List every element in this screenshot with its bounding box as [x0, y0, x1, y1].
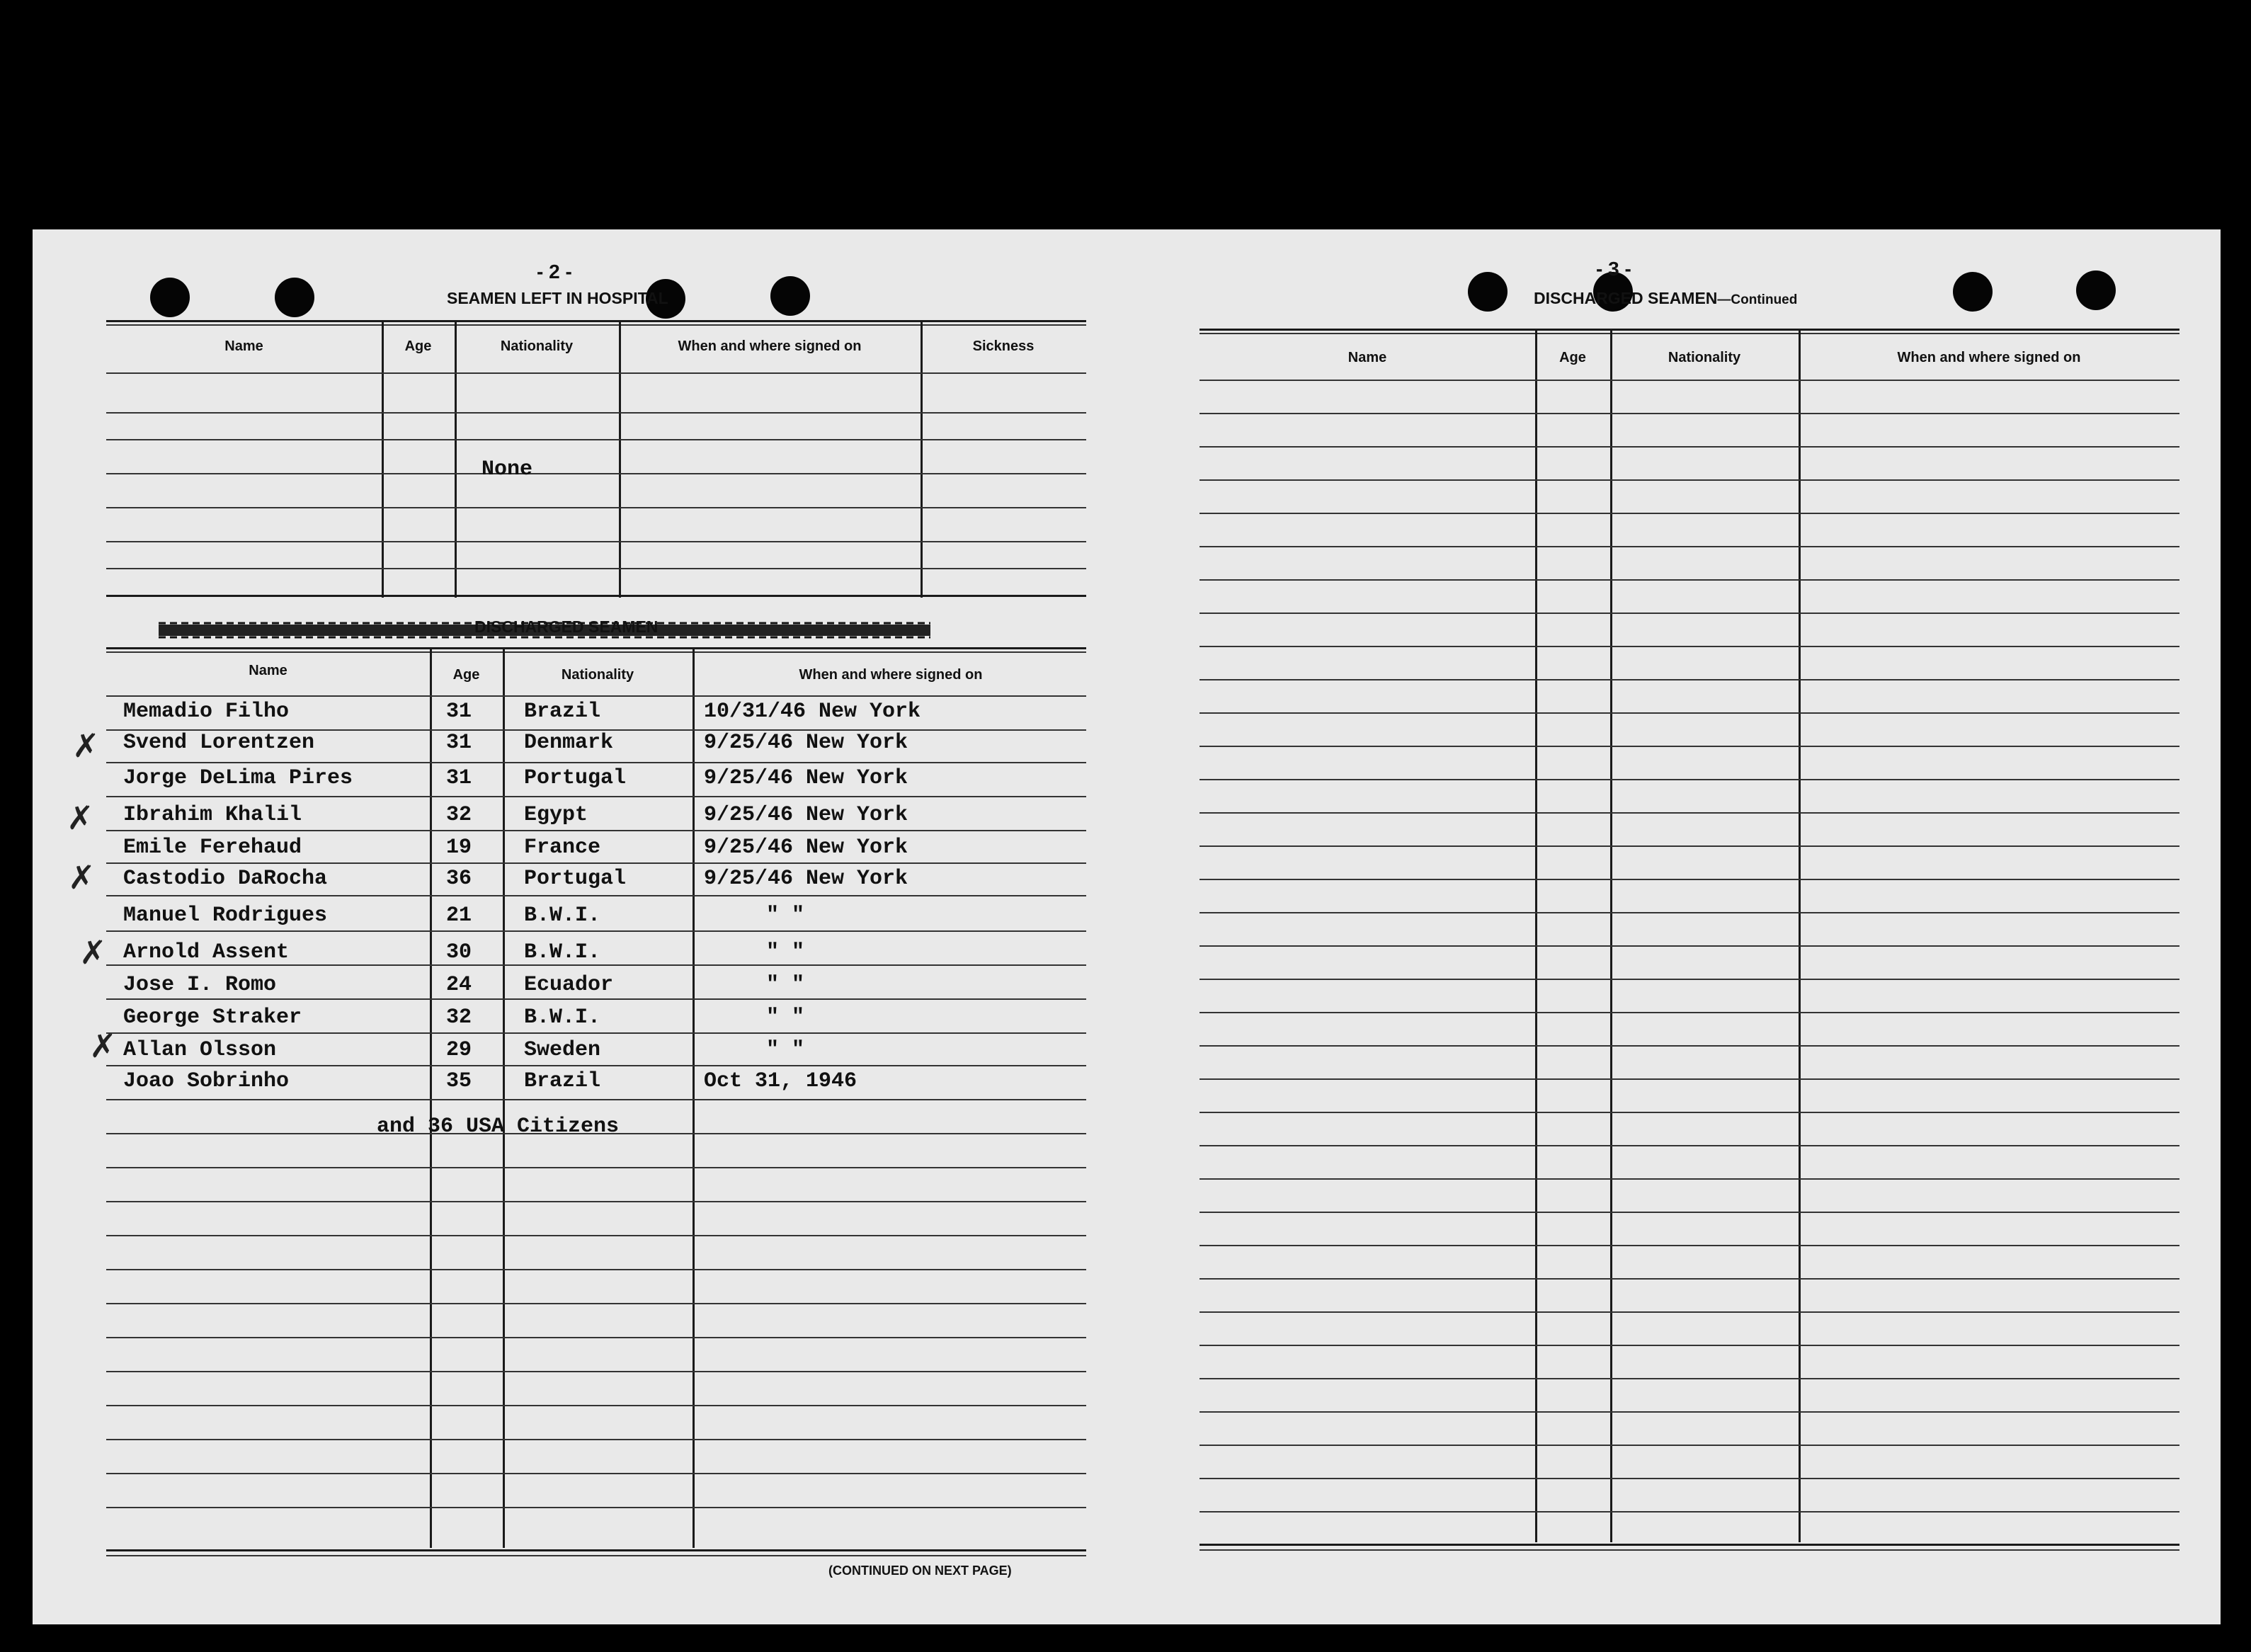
right-col-nationality: Nationality	[1668, 350, 1741, 365]
table-rule	[106, 930, 1086, 932]
table-rule	[106, 1555, 1086, 1556]
table-rule	[106, 647, 1086, 649]
table-rule	[106, 412, 1086, 414]
table-rule	[106, 1473, 1086, 1474]
table-rule	[106, 1303, 1086, 1304]
seaman-name: George Straker	[123, 1006, 302, 1030]
hospital-col-sickness: Sickness	[972, 338, 1035, 354]
table-rule	[1199, 779, 2179, 780]
table-rule	[1199, 333, 2179, 334]
seaman-age: 35	[446, 1069, 472, 1093]
punch-hole	[275, 278, 314, 317]
table-rule	[1199, 1378, 2179, 1379]
table-rule	[106, 320, 1086, 322]
seaman-name: Jorge DeLima Pires	[123, 766, 353, 790]
table-rule	[106, 568, 1086, 569]
table-rule	[1199, 712, 2179, 714]
table-rule	[106, 895, 1086, 896]
seaman-age: 32	[446, 1006, 472, 1030]
seaman-nationality: Egypt	[524, 803, 588, 827]
table-rule	[1199, 380, 2179, 381]
punch-hole	[1468, 272, 1508, 312]
table-rule	[106, 1549, 1086, 1551]
seaman-nationality: B.W.I.	[524, 940, 601, 964]
hospital-section-title: SEAMEN LEFT IN HOSPITAL	[447, 289, 668, 307]
table-col-rule	[430, 649, 432, 1548]
table-rule	[1199, 979, 2179, 980]
table-rule	[106, 1405, 1086, 1406]
seaman-age: 32	[446, 803, 472, 827]
seaman-name: Emile Ferehaud	[123, 836, 302, 860]
seaman-signed-on: " "	[766, 940, 805, 964]
seaman-nationality: Portugal	[524, 867, 627, 891]
seaman-signed-on: " "	[766, 1006, 805, 1030]
seaman-signed-on: Oct 31, 1946	[704, 1069, 857, 1093]
seaman-nationality: Portugal	[524, 766, 627, 790]
table-rule	[1199, 613, 2179, 614]
table-rule	[1199, 1511, 2179, 1513]
seaman-nationality: Denmark	[524, 731, 614, 755]
seaman-name: Ibrahim Khalil	[123, 803, 302, 827]
punch-hole	[1953, 272, 1993, 312]
hospital-none-entry: None	[481, 457, 533, 482]
table-rule	[1199, 1078, 2179, 1080]
table-col-rule	[1610, 330, 1612, 1542]
table-col-rule	[455, 321, 457, 598]
punch-hole	[150, 278, 190, 317]
seaman-signed-on: 9/25/46 New York	[704, 766, 908, 790]
table-rule	[106, 796, 1086, 797]
punch-hole	[770, 276, 810, 316]
seaman-nationality: Ecuador	[524, 973, 614, 997]
table-col-rule	[1535, 330, 1537, 1542]
seaman-age: 24	[446, 973, 472, 997]
discharged-col-name: Name	[249, 663, 287, 678]
hospital-col-signed: When and where signed on	[678, 338, 862, 354]
table-rule	[1199, 1178, 2179, 1180]
margin-x-mark: ✗	[79, 933, 107, 972]
table-col-rule	[382, 321, 384, 598]
table-rule	[106, 439, 1086, 440]
table-col-rule	[1799, 330, 1801, 1542]
seaman-name: Memadio Filho	[123, 700, 290, 724]
seaman-age: 29	[446, 1038, 472, 1062]
table-rule	[106, 1507, 1086, 1508]
table-col-rule	[921, 321, 923, 598]
seaman-age: 21	[446, 904, 472, 928]
table-rule	[1199, 513, 2179, 514]
table-rule	[1199, 579, 2179, 581]
table-rule	[106, 372, 1086, 374]
seaman-nationality: Brazil	[524, 1069, 601, 1093]
table-rule	[1199, 945, 2179, 947]
table-rule	[106, 595, 1086, 597]
page-number-left: - 2 -	[537, 261, 572, 283]
table-rule	[1199, 1311, 2179, 1313]
table-col-rule	[619, 321, 621, 598]
table-rule	[106, 1371, 1086, 1372]
table-rule	[1199, 746, 2179, 747]
discharged-col-age: Age	[452, 667, 480, 683]
table-rule	[106, 695, 1086, 697]
seaman-nationality: B.W.I.	[524, 1006, 601, 1030]
seaman-age: 31	[446, 700, 472, 724]
discharged-section-title: DISCHARGED SEAMEN	[474, 617, 659, 636]
table-rule	[1199, 845, 2179, 847]
seaman-age: 31	[446, 731, 472, 755]
seaman-signed-on: " "	[766, 973, 805, 997]
table-rule	[1199, 912, 2179, 913]
table-rule	[1199, 1112, 2179, 1113]
table-rule	[106, 1235, 1086, 1236]
table-rule	[106, 1167, 1086, 1168]
seaman-age: 19	[446, 836, 472, 860]
seaman-nationality: Sweden	[524, 1038, 601, 1062]
table-rule	[1199, 812, 2179, 814]
seaman-name: Manuel Rodrigues	[123, 904, 328, 928]
margin-x-mark: ✗	[67, 799, 94, 837]
seaman-name: Svend Lorentzen	[123, 731, 315, 755]
table-rule	[106, 1337, 1086, 1338]
seaman-name: Arnold Assent	[123, 940, 290, 964]
table-rule	[1199, 1445, 2179, 1446]
right-col-age: Age	[1559, 350, 1586, 365]
seaman-age: 30	[446, 940, 472, 964]
margin-x-mark: ✗	[89, 1027, 117, 1065]
table-rule	[1199, 1145, 2179, 1146]
right-title-main: DISCHARGED SEAMEN	[1534, 289, 1718, 307]
table-rule	[106, 862, 1086, 864]
seaman-name: Jose I. Romo	[123, 973, 277, 997]
discharged-col-signed: When and where signed on	[799, 667, 983, 683]
seaman-signed-on: 9/25/46 New York	[704, 867, 908, 891]
usa-citizens-summary: and 36 USA Citizens	[377, 1115, 620, 1139]
table-rule	[1199, 1544, 2179, 1546]
table-rule	[1199, 679, 2179, 680]
table-rule	[106, 1065, 1086, 1066]
table-rule	[1199, 1212, 2179, 1213]
hospital-col-name: Name	[224, 338, 263, 354]
seaman-name: Allan Olsson	[123, 1038, 277, 1062]
seaman-signed-on: 9/25/46 New York	[704, 836, 908, 860]
table-rule	[106, 1099, 1086, 1100]
continued-note: (CONTINUED ON NEXT PAGE)	[828, 1563, 1012, 1578]
table-rule	[1199, 1478, 2179, 1479]
table-rule	[1199, 446, 2179, 448]
hospital-col-nationality: Nationality	[500, 338, 574, 354]
table-rule	[106, 541, 1086, 542]
page-number-right: - 3 -	[1596, 258, 1631, 280]
table-rule	[106, 1032, 1086, 1034]
seaman-nationality: France	[524, 836, 601, 860]
table-rule	[106, 1269, 1086, 1270]
table-rule	[1199, 479, 2179, 481]
table-rule	[1199, 1012, 2179, 1013]
table-rule	[1199, 1278, 2179, 1280]
table-rule	[106, 651, 1086, 653]
right-title-suffix: —Continued	[1717, 292, 1798, 307]
table-rule	[1199, 646, 2179, 647]
table-col-rule	[503, 649, 505, 1548]
table-rule	[1199, 1411, 2179, 1413]
table-rule	[106, 762, 1086, 763]
document-sheet	[33, 229, 2221, 1624]
table-rule	[106, 964, 1086, 966]
table-rule	[1199, 1345, 2179, 1346]
punch-hole	[2076, 270, 2116, 310]
table-rule	[1199, 329, 2179, 331]
table-rule	[106, 1201, 1086, 1202]
table-rule	[106, 507, 1086, 508]
seaman-signed-on: 9/25/46 New York	[704, 731, 908, 755]
table-rule	[1199, 1549, 2179, 1551]
table-rule	[1199, 546, 2179, 547]
table-rule	[106, 830, 1086, 831]
table-rule	[1199, 879, 2179, 880]
seaman-nationality: Brazil	[524, 700, 601, 724]
margin-x-mark: ✗	[72, 727, 100, 765]
seaman-age: 31	[446, 766, 472, 790]
seaman-signed-on: 9/25/46 New York	[704, 803, 908, 827]
table-rule	[106, 998, 1086, 1000]
table-rule	[106, 324, 1086, 326]
hospital-col-age: Age	[404, 338, 432, 354]
seaman-signed-on: " "	[766, 904, 805, 928]
seaman-signed-on: " "	[766, 1038, 805, 1062]
table-rule	[106, 1439, 1086, 1440]
discharged-col-nationality: Nationality	[561, 667, 634, 683]
margin-x-mark: ✗	[68, 858, 96, 896]
table-rule	[106, 473, 1086, 474]
right-col-name: Name	[1347, 350, 1387, 365]
seaman-age: 36	[446, 867, 472, 891]
table-rule	[1199, 1045, 2179, 1047]
seaman-name: Castodio DaRocha	[123, 867, 328, 891]
seaman-nationality: B.W.I.	[524, 904, 601, 928]
seaman-signed-on: 10/31/46 New York	[704, 700, 921, 724]
table-rule	[1199, 413, 2179, 414]
right-section-title	[1534, 289, 1797, 308]
table-col-rule	[693, 649, 695, 1548]
table-rule	[1199, 1245, 2179, 1246]
seaman-name: Joao Sobrinho	[123, 1069, 290, 1093]
right-col-signed: When and where signed on	[1897, 350, 2081, 365]
